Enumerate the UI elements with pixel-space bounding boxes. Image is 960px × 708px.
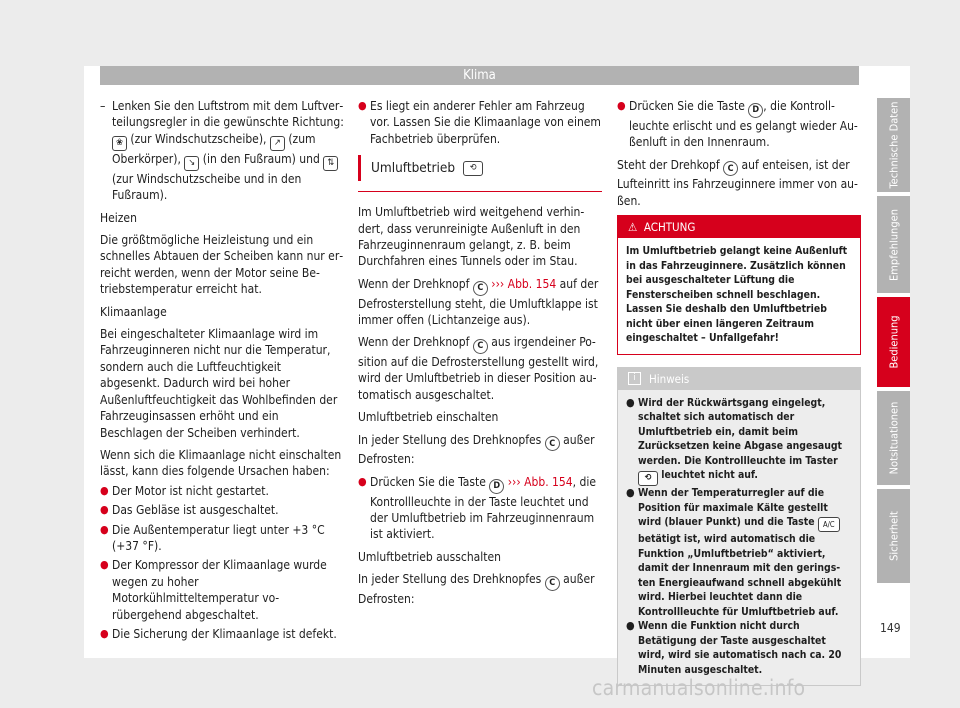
warning-box	[617, 215, 861, 355]
heading-einschalten: Umluftbetrieb einschalten	[358, 410, 499, 425]
tab-empfehlungen[interactable]: Empfehlungen	[877, 196, 910, 293]
list-item: ● Es liegt ein anderer Fehler am Fahrzeug vor. Lassen Sie die Klimaanlage von einem Fachbetrieb überprüfen.	[358, 99, 601, 146]
recirculation-icon: ⟲	[638, 471, 658, 486]
paragraph-einschalten: In jeder Stellung des Drehknopfes C außer Defrosten:	[358, 432, 595, 467]
ac-key-label: A/C	[818, 517, 840, 532]
page-title: Klima	[463, 68, 496, 83]
column-middle	[358, 98, 602, 613]
knob-c-label: C	[545, 436, 560, 451]
list-item: ● Drücken Sie die Taste D , die Kontrollleuchte erlischt und es gelangt wieder Außenluft in den Innenraum.	[617, 99, 858, 150]
figure-reference-link[interactable]: ››› Abb. 154	[491, 276, 557, 291]
list-item: ● Der Kompressor der Klimaanlage wurde wegen zu hoher Motorkühlmitteltemperatur vorübergehend abgeschaltet.	[100, 558, 327, 622]
heading-heizen: Heizen	[100, 210, 137, 225]
key-d-label: D	[489, 479, 504, 494]
paragraph-heizen: Die größtmögliche Heizleistung und ein schnelles Abtauen der Scheiben kann nur erreicht werden, wenn der Motor seine Betriebstemperatur erreicht hat.	[100, 233, 344, 297]
list-item: ● Die Sicherung der Klimaanlage ist defekt.	[100, 626, 337, 641]
knob-c-label: C	[473, 339, 488, 354]
tab-notsituationen[interactable]: Notsituationen	[877, 391, 910, 485]
windshield-footwell-icon: ⇅	[323, 156, 338, 171]
knob-c-label: C	[473, 281, 488, 296]
paragraph-klimaanlage: Bei eingeschalteter Klimaanlage wird im Fahrzeuginneren nicht nur die Temperatur, sondern auch die Luftfeuchtigkeit abgesenkt. Dadurch wird bei hoher Außenluftfeuchtigkeit das Wohlbefinden der Fahrzeuginsassen erhöht und ein Beschlagen der Scheiben verhindert.	[100, 327, 338, 440]
list-item: ● Der Motor ist nicht gestartet.	[100, 483, 269, 498]
tab-technische-daten[interactable]: Technische Daten	[877, 98, 910, 192]
paragraph-causes-intro: Wenn sich die Klimaanlage nicht einschalten lässt, kann dies folgende Ursachen haben:	[100, 447, 342, 479]
page-number: 149	[880, 621, 901, 635]
column-left	[100, 98, 344, 645]
page-header	[100, 66, 859, 85]
list-item: ● Die Außentemperatur liegt unter +3 °C (+37 °F).	[100, 522, 325, 553]
paragraph-defrost-knob: Steht der Drehkopf C auf enteisen, ist der Lufteinritt ins Fahrzeuginnere immer von außen.	[617, 157, 858, 208]
list-item: ● Wenn der Temperaturregler auf die Position für maximale Kälte gestellt wird (blauer Punkt) und die Taste A/C betätigt ist, wird automatisch die Funktion „Umluftbetrieb“ aktiviert, damit der Innenraum mit den geringsten Energieaufwand schnell abgekühlt wird. Hierbei leuchtet dann die Kontrollleuchte für Umluftbetrieb auf.	[626, 486, 842, 618]
list-item: ● Das Gebläse ist ausgeschaltet.	[100, 503, 279, 518]
note-header: i Hinweis	[618, 368, 860, 390]
defrost-icon: ❀	[112, 136, 127, 151]
list-item: ● Wenn die Funktion nicht durch Betätigung der Taste ausgeschaltet wird, wird sie automatisch nach ca. 20 Minuten ausgeschaltet.	[626, 619, 842, 676]
section-heading-umluftbetrieb: Umluftbetrieb ⟲	[358, 155, 602, 181]
paragraph-knob-defrost: Wenn der Drehknopf C ››› Abb. 154 auf der Defrosterstellung steht, die Umluftklappe ist immer offen (Lichtanzeige aus).	[358, 276, 599, 327]
list-item: ● Drücken Sie die Taste D ››› Abb. 154, die Kontrollleuchte in der Taste leuchtet und der Umluftbetrieb im Fahrzeuginnenraum ist aktiviert.	[358, 474, 597, 542]
heading-klimaanlage: Klimaanlage	[100, 304, 167, 319]
info-icon: i	[628, 372, 641, 385]
heading-ausschalten: Umluftbetrieb ausschalten	[358, 549, 501, 564]
paragraph-knob-auto-off: Wenn der Drehknopf C aus irgendeiner Position auf die Defrosterstellung gestellt wird, wird der Umluftbetrieb in dieser Position automatisch ausgeschaltet.	[358, 335, 599, 402]
paragraph-ausschalten: In jeder Stellung des Drehknopfes C außer Defrosten:	[358, 572, 595, 606]
recirculation-icon: ⟲	[463, 161, 483, 176]
warning-triangle-icon: ⚠	[628, 220, 638, 235]
figure-reference-link[interactable]: ››› Abb. 154	[507, 474, 573, 489]
tab-sicherheit[interactable]: Sicherheit	[877, 489, 910, 583]
column-right	[617, 98, 861, 686]
warning-header: ⚠ ACHTUNG	[618, 216, 860, 238]
warning-text: Im Umluftbetrieb gelangt keine Außenluft in das Fahrzeuginnere. Zusätzlich können bei ausgeschalteter Lüftung die Fensterscheiben schnell beschlagen. Lassen Sie deshalb den Umluftbetrieb nicht über einen längeren Zeitraum eingeschaltet – Unfallgefahr!	[626, 245, 848, 345]
dash-item: – Lenken Sie den Luftstrom mit dem Luftverteilungsregler in die gewünschte Richtung: ❀ (zur Windschutzscheibe), ↗ (zum Oberkörper), ↘ (in den Fußraum) und ⇅ (zur Windschutzscheibe und in den Fußraum).	[100, 99, 344, 203]
tab-bedienung[interactable]: Bedienung	[877, 297, 910, 387]
footwell-icon: ↘	[184, 156, 199, 171]
watermark: carmanualsonline.info	[592, 676, 806, 700]
section-divider	[358, 191, 602, 192]
list-item: ● Wird der Rückwärtsgang eingelegt, schaltet sich automatisch der Umluftbetrieb ein, damit beim Zurücksetzen keine Abgase angesaugt werden. Die Kontrollleuchte im Taster ⟲ leuchtet nicht auf.	[626, 396, 852, 487]
note-box	[617, 367, 861, 687]
knob-c-label: C	[723, 161, 738, 176]
knob-c-label: C	[545, 576, 560, 591]
key-d-label: D	[748, 103, 763, 118]
paragraph-intro: Im Umluftbetrieb wird weitgehend verhindert, dass verunreinigte Außenluft in den Fahrzeuginnenraum gelangt, z. B. beim Durchfahren eines Tunnels oder im Stau.	[358, 205, 585, 269]
upper-body-icon: ↗	[270, 136, 285, 151]
